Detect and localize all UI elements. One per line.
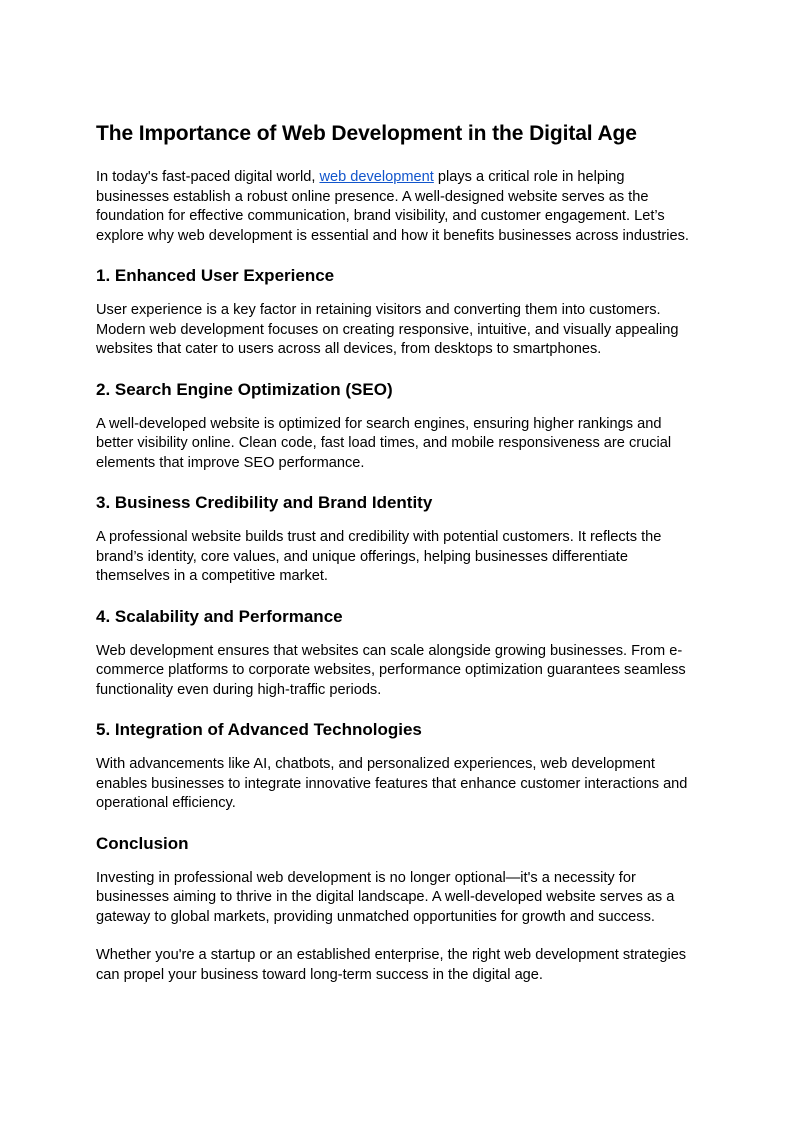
section-heading: 4. Scalability and Performance xyxy=(96,606,343,626)
conclusion-paragraph-2: Whether you're a startup or an established enterprise, the right web development strategies can propel your business toward long-term success in the digital age. xyxy=(96,947,687,983)
section-heading: 5. Integration of Advanced Technologies xyxy=(96,720,422,739)
section-body: A professional website builds trust and credibility with potential customers. It reflects the brand’s identity, core values, and unique offerings, helping businesses differentiate themselves in a competitive market. xyxy=(96,529,662,584)
document-title: The Importance of Web Development in the Digital Age xyxy=(96,122,637,145)
section-advanced-technologies xyxy=(96,719,700,814)
intro-paragraph xyxy=(96,168,700,246)
section-scalability xyxy=(96,606,700,701)
section-body: A well-developed website is optimized for search engines, ensuring higher rankings and better visibility online. Clean code, fast load times, and mobile responsiveness are crucial elements that improve SEO performance. xyxy=(96,415,672,471)
section-user-experience xyxy=(96,265,700,360)
intro-text-before-link: In today's fast-paced digital world, xyxy=(96,169,320,185)
web-development-link[interactable]: web development xyxy=(319,169,434,185)
section-conclusion xyxy=(96,833,700,986)
section-body: With advancements like AI, chatbots, and personalized experiences, web development enables businesses to integrate innovative features that enhance customer interactions and operational efficiency. xyxy=(96,756,688,811)
document-page xyxy=(96,120,700,1004)
section-body: User experience is a key factor in retaining visitors and converting them into customers. Modern web development focuses on creating responsive, intuitive, and visually appealing websites that cater to users across all devices, from desktops to smartphones. xyxy=(96,302,679,357)
section-seo xyxy=(96,379,700,474)
intro-text-after-link: plays a critical role in helping businesses establish a robust online presence. A well-designed website serves as the foundation for effective communication, brand visibility, and customer engagement. Let’s explore why web development is essential and how it benefits businesses across industries. xyxy=(96,169,689,244)
section-heading: 3. Business Credibility and Brand Identity xyxy=(96,493,433,512)
conclusion-heading: Conclusion xyxy=(96,833,189,853)
section-heading: 2. Search Engine Optimization (SEO) xyxy=(96,379,393,399)
section-heading: 1. Enhanced User Experience xyxy=(96,266,335,285)
section-body: Web development ensures that websites can scale alongside growing businesses. From e-commerce platforms to corporate websites, performance optimization guarantees seamless functionality even during high-traffic periods. xyxy=(96,642,686,698)
section-credibility xyxy=(96,492,700,587)
conclusion-paragraph-1: Investing in professional web development is no longer optional—it's a necessity for businesses aiming to thrive in the digital landscape. A well-developed website serves as a gateway to global markets, providing unmatched opportunities for growth and success. xyxy=(96,869,675,925)
